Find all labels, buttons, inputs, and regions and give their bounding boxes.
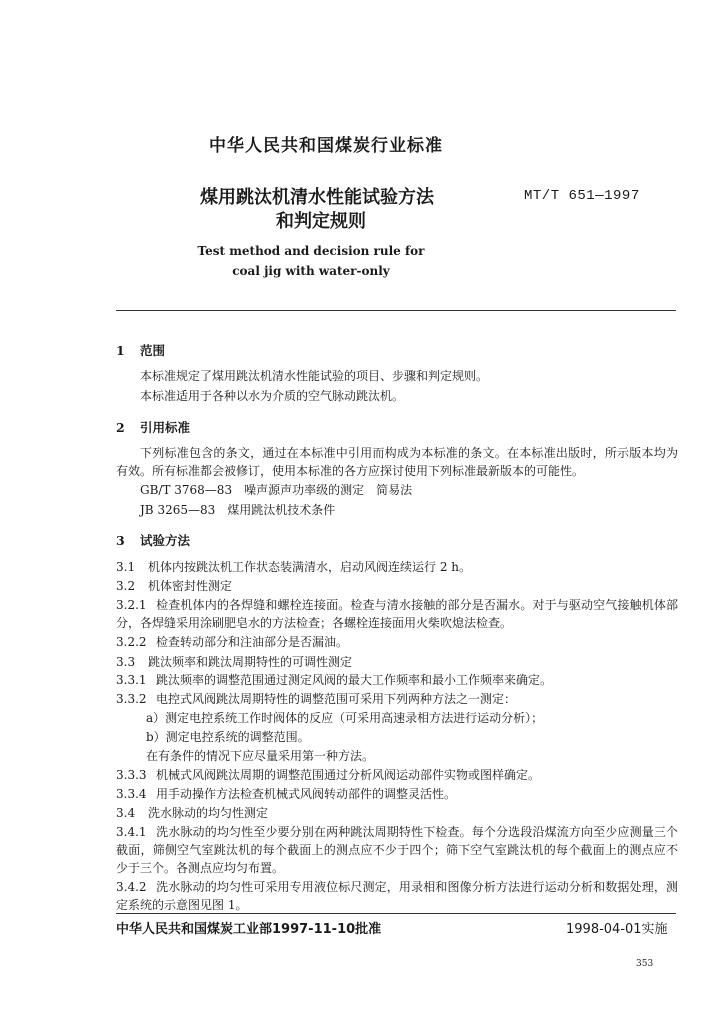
approval-note: 中华人民共和国煤炭工业部1997-11-10批准 xyxy=(116,922,382,937)
section-2-heading xyxy=(116,418,190,436)
clause-number: 3.1 xyxy=(116,560,136,574)
clause-number: 3.2.2 xyxy=(116,635,147,649)
page-number: 353 xyxy=(636,959,654,969)
paragraph: 在有条件的情况下应尽量采用第一种方法。 xyxy=(146,749,375,763)
paragraph: 本标准适用于各种以水为介质的空气脉动跳汰机。 xyxy=(140,389,405,403)
section-1-heading xyxy=(116,341,165,359)
list-item: a）测定电控系统工作时阀体的反应（可采用高速录相方法进行运动分析）； xyxy=(146,711,544,725)
section-title: 引用标准 xyxy=(140,420,191,435)
clause-number: 3.2.1 xyxy=(116,598,147,612)
clause xyxy=(116,823,678,877)
clause-text: 洗水脉动的均匀性测定 xyxy=(148,806,269,820)
clause-number: 3.3.4 xyxy=(116,787,147,801)
clause-number: 3.3.1 xyxy=(116,673,147,687)
section-number: 3 xyxy=(116,533,125,548)
clause-number: 3.3.3 xyxy=(116,768,147,782)
clause-text: 检查机体内的各焊缝和螺栓连接面。检查与清水接触的部分是否漏水。对于与驱动空气接触机体部分，各焊缝采用涂刷肥皂水的方法检查；各螺栓连接面用火柴吹熄法检查。 xyxy=(116,598,678,630)
clause-text: 机体密封性测定 xyxy=(148,579,233,593)
section-number: 1 xyxy=(116,343,125,358)
standard-number: MT/T 651—1997 xyxy=(524,188,640,204)
section-number: 2 xyxy=(116,420,125,435)
clause-number: 3.3 xyxy=(116,655,136,669)
section-title: 试验方法 xyxy=(140,533,191,548)
reference-item: GB/T 3768—83 噪声源声功率级的测定 简易法 xyxy=(140,483,413,497)
paragraph: 本标准规定了煤用跳汰机清水性能试验的项目、步骤和判定规则。 xyxy=(140,369,489,383)
document-title-line1: 煤用跳汰机清水性能试验方法 xyxy=(200,187,434,208)
clause xyxy=(116,596,678,632)
english-title-line2: coal jig with water-only xyxy=(232,264,390,278)
clause xyxy=(116,634,348,650)
paragraph: 下列标准包含的条文，通过在本标准中引用而构成为本标准的条文。在本标准出版时，所示版本均为有效。所有标准都会被修订，使用本标准的各方应探讨使用下列标准最新版本的可能性。 xyxy=(116,446,678,478)
clause xyxy=(116,654,352,670)
clause-text: 跳汰频率和跳汰周期特性的可调性测定 xyxy=(148,655,353,669)
list-item: b）测定电控系统的调整范围。 xyxy=(146,730,310,744)
document-title-line2: 和判定规则 xyxy=(276,211,366,232)
clause-text: 洗水脉动的均匀性可采用专用液位标尺测定，用录相和图像分析方法进行运动分析和数据处理，测定系统的示意图见图 1。 xyxy=(116,880,678,912)
clause-text: 洗水脉动的均匀性至少要分别在两种跳汰周期特性下检查。每个分选段沿煤流方向至少应测量三个截面，筛侧空气室跳汰机的每个截面上的测点应不少于四个；筛下空气室跳汰机的每个截面上的测点应不少于三个。各测点应均匀布置。 xyxy=(116,825,678,875)
clause xyxy=(116,767,540,783)
clause-number: 3.2 xyxy=(116,579,136,593)
implementation-date: 1998-04-01实施 xyxy=(566,922,668,937)
footer-divider xyxy=(116,913,676,914)
clause xyxy=(116,578,232,594)
clause xyxy=(116,672,552,688)
publisher-heading: 中华人民共和国煤炭行业标准 xyxy=(209,136,443,156)
header-divider xyxy=(116,310,676,311)
clause-number: 3.3.2 xyxy=(116,692,147,706)
english-title-line1: Test method and decision rule for xyxy=(197,244,425,258)
section-title: 范围 xyxy=(140,343,166,358)
clause xyxy=(116,559,471,575)
clause-number: 3.4 xyxy=(116,806,136,820)
clause xyxy=(116,805,268,821)
reference-item: JB 3265—83 煤用跳汰机技术条件 xyxy=(140,503,336,517)
clause-number: 3.4.2 xyxy=(116,880,147,894)
section-3-heading xyxy=(116,531,190,549)
clause-text: 检查转动部分和注油部分是否漏油。 xyxy=(156,635,349,649)
clause-text: 机械式风阀跳汰周期的调整范围通过分析风阀运动部件实物或图样确定。 xyxy=(156,768,541,782)
clause-text: 用手动操作方法检查机械式风阀转动部件的调整灵活性。 xyxy=(156,787,457,801)
clause-text: 跳汰频率的调整范围通过测定风阀的最大工作频率和最小工作频率来确定。 xyxy=(156,673,553,687)
clause xyxy=(116,878,678,914)
clause-number: 3.4.1 xyxy=(116,825,147,839)
clause-text: 机体内按跳汰机工作状态装满清水，启动风阀连续运行 2 h。 xyxy=(148,560,471,574)
clause xyxy=(116,691,516,707)
clause-text: 电控式风阀跳汰周期特性的调整范围可采用下列两种方法之一测定： xyxy=(156,692,517,706)
clause xyxy=(116,786,456,802)
